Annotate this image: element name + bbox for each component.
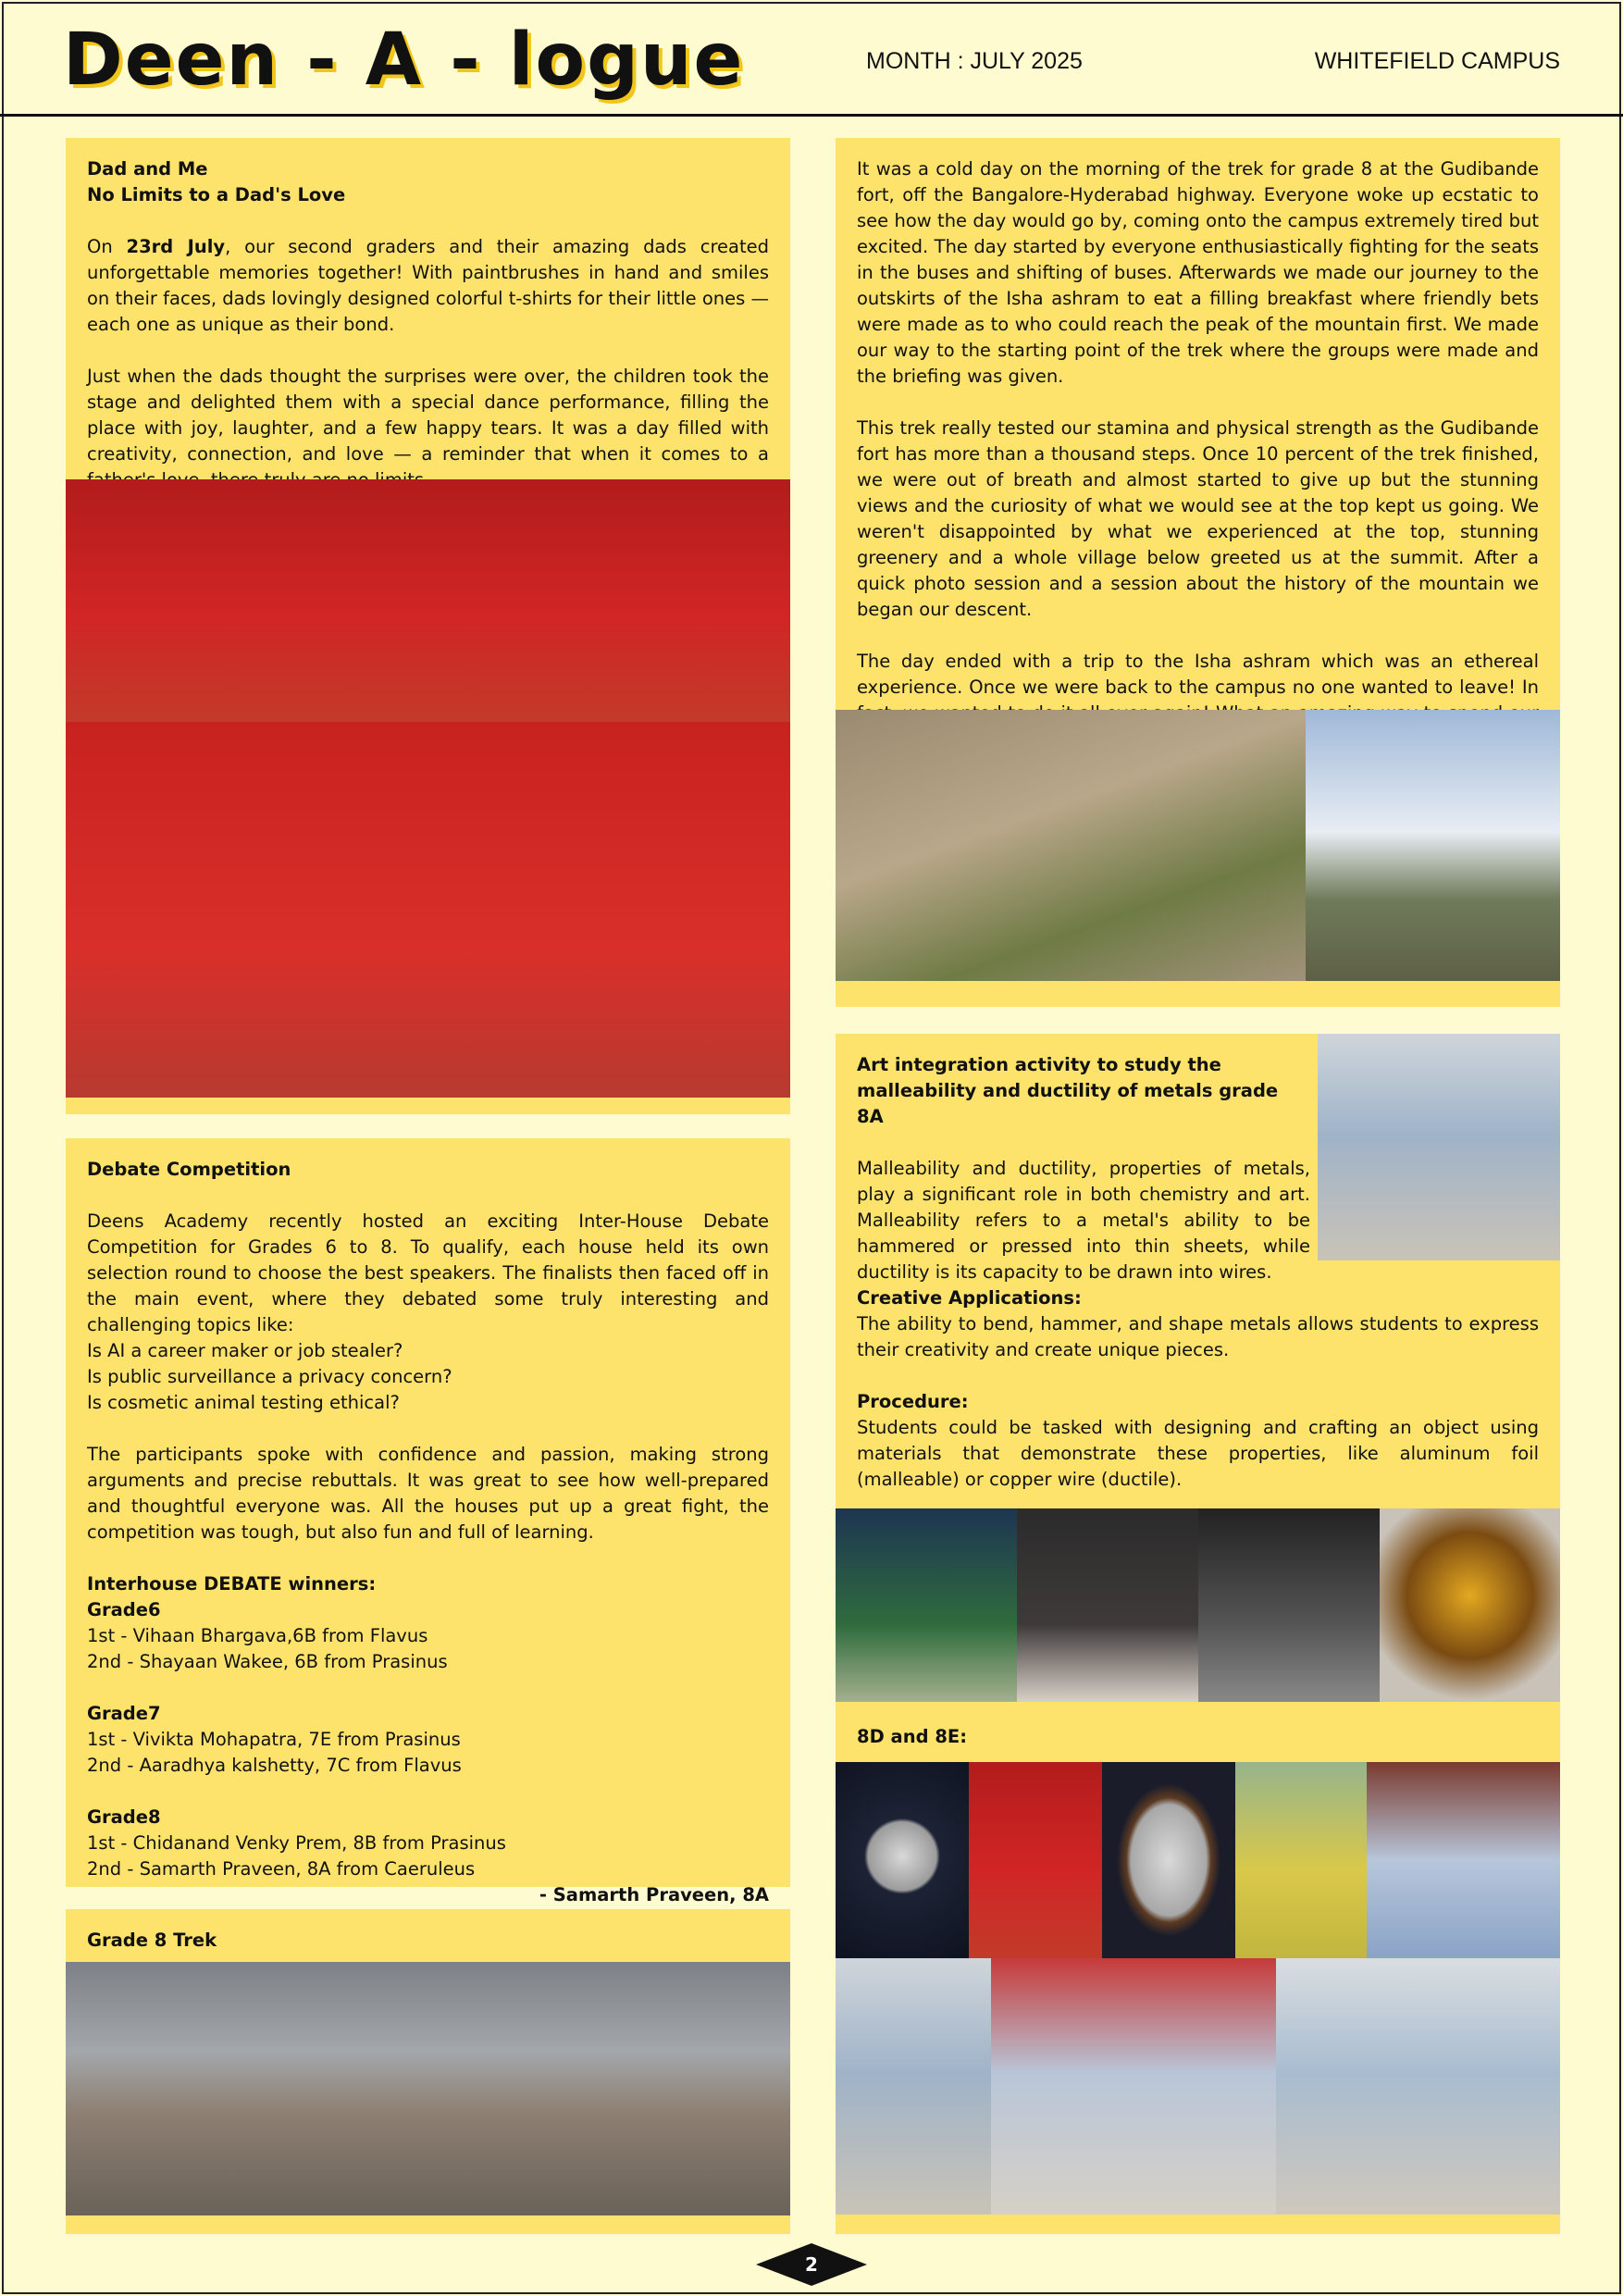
grade-7-first: 1st - Vivikta Mohapatra, 7E from Prasinus — [87, 1729, 461, 1750]
trek-paragraph-2: This trek really tested our stamina and physical strength as the Gudibande fort has more than a thousand steps. Once 10 percent of the trek finished, we were out of breath and almost started to give up but the stunning views and the curiosity of what we would see at the top kept us going. We weren't disappointed by what we experienced at the top, stunning greenery and a whole village below greeted us at the summit. After a quick photo session and a session about the history of the mountain we began our descent. — [857, 417, 1539, 620]
grade-8-trek-title: Grade 8 Trek — [87, 1930, 217, 1951]
newsletter-header — [0, 0, 1623, 117]
grade-8-first: 1st - Chidanand Venky Prem, 8B from Prasinus — [87, 1832, 506, 1854]
masthead-title: Deen - A - logue — [63, 19, 745, 102]
grade-7-heading: Grade7 — [87, 1703, 161, 1724]
debate-topic: Is cosmetic animal testing ethical? — [87, 1392, 400, 1413]
procedure-text: Students could be tasked with designing and crafting an object using materials that demonstrate these properties, like aluminum foil (malleable) or copper wire (ductile). — [857, 1417, 1539, 1490]
student-portrait-photo — [1367, 1762, 1560, 1958]
dad-and-me-subtitle: No Limits to a Dad's Love — [87, 184, 346, 205]
student-foil-art-photo — [1318, 1034, 1560, 1260]
trek-paragraph-3: The day ended with a trip to the Isha ashram which was an ethereal experience. Once we were back to the campus no one wanted to leave! In — [857, 651, 1539, 698]
students-working-photo-3 — [1276, 1958, 1560, 2215]
section-8d-8e-label: 8D and 8E: — [857, 1726, 968, 1747]
grade-6-second: 2nd - Shayaan Wakee, 6B from Prasinus — [87, 1651, 448, 1672]
debate-section — [66, 1138, 790, 1905]
grade-6-first: 1st - Vihaan Bhargava,6B from Flavus — [87, 1625, 428, 1646]
dad-and-me-paragraph-1: On 23rd July, our second graders and their amazing dads created unforgettable memories together! With paintbrushes in hand and smiles on their faces, dads lovingly designed colorful t-shirts for their little ones — each one as unique as their bond. — [87, 236, 770, 335]
moon-foil-art-photo — [836, 1762, 969, 1958]
bird-foil-art-photo — [1235, 1762, 1367, 1958]
ganesha-foil-art-photo — [1380, 1508, 1560, 1702]
art-paragraph-1: Malleability and ductility, properties of metals, play a significant role in both chemistry and art. Malleability refers to a metal's ability to be hammered or pressed into thin sheets, while ductility is its capacity to be drawn into wires. — [857, 1158, 1310, 1283]
dad-and-me-title: Dad and Me — [87, 158, 208, 180]
trek-summit-photo — [1306, 710, 1560, 981]
grade-8-second: 2nd - Samarth Praveen, 8A from Caeruleus — [87, 1858, 476, 1880]
debate-title: Debate Competition — [87, 1159, 291, 1180]
art-title: Art integration activity to study the malleability and ductility of metals grade 8A — [857, 1054, 1279, 1127]
students-working-photo-1 — [836, 1958, 991, 2215]
palm-tree-foil-art-photo — [836, 1508, 1017, 1702]
event-date: 23rd July — [126, 236, 226, 257]
campus-name: WHITEFIELD CAMPUS — [1314, 48, 1560, 74]
page-number-badge — [756, 2243, 867, 2286]
page-number: 2 — [805, 2253, 818, 2276]
grade-7-second: 2nd - Aaradhya kalshetty, 7C from Flavus — [87, 1755, 462, 1776]
creative-applications-title: Creative Applications: — [857, 1287, 1082, 1309]
trek-paragraph-1: It was a cold day on the morning of the trek for grade 8 at the Gudibande fort, off the Bangalore-Hyderabad highway. Everyone woke up ecstatic to see how the day would go by, coming onto the campus extremely tired but excited. The day started by everyone enthusiastically fighting for the seats in the buses and shifting of buses. Afterwards we made our journey to the outskirts of the Isha ashram to eat a filling breakfast where friendly bets were made as to who could reach the peak of the mountain first. We made our way to the starting point of the trek where the groups were made and the briefing was given. — [857, 158, 1539, 387]
tree-foil-art-photo — [1198, 1508, 1380, 1702]
trek-group-photo — [66, 1962, 790, 2215]
procedure-title: Procedure: — [857, 1391, 969, 1412]
grade-8-heading: Grade8 — [87, 1806, 161, 1828]
issue-month: MONTH : JULY 2025 — [866, 48, 1083, 74]
dads-and-kids-photo-1 — [66, 479, 790, 722]
trek-steps-photo — [836, 710, 1306, 981]
grade-6-heading: Grade6 — [87, 1599, 161, 1620]
debate-paragraph-1: Deens Academy recently hosted an exciting Inter-House Debate Competition for Grades 6 to 8. To qualify, each house held its own selection round to choose the best speakers. The finalists then faced off in the main event, where they debated some truly interesting and challenging topics like: — [87, 1210, 769, 1335]
leaf-foil-art-photo — [1102, 1762, 1235, 1958]
winners-title: Interhouse DEBATE winners: — [87, 1573, 377, 1595]
debate-paragraph-2: The participants spoke with confidence and passion, making strong arguments and precise rebuttals. It was great to see how well-prepared and thoughtful everyone was. All the houses put up a great fight, the competition was tough, but also fun and full of learning. — [87, 1444, 769, 1543]
students-working-photo-2 — [991, 1958, 1276, 2215]
dad-and-me-paragraph-2: Just when the dads thought the surprises were over, the children took the stage and delighted them with a special dance performance, filling the place with joy, laughter, and a few happy tears. It was a day filled with creativity, connection, and love — a reminder that when it comes to a — [87, 366, 769, 465]
debate-signature: - Samarth Praveen, 8A — [539, 1884, 769, 1905]
dads-and-kids-photo-2 — [66, 722, 790, 1098]
flower-foil-art-photo — [1017, 1508, 1198, 1702]
creative-applications-text: The ability to bend, hammer, and shape metals allows students to express their creativity and create unique pieces. — [857, 1313, 1539, 1360]
debate-topic: Is AI a career maker or job stealer? — [87, 1340, 403, 1361]
swirl-foil-art-photo — [969, 1762, 1102, 1958]
debate-topic: Is public surveillance a privacy concern? — [87, 1366, 452, 1387]
